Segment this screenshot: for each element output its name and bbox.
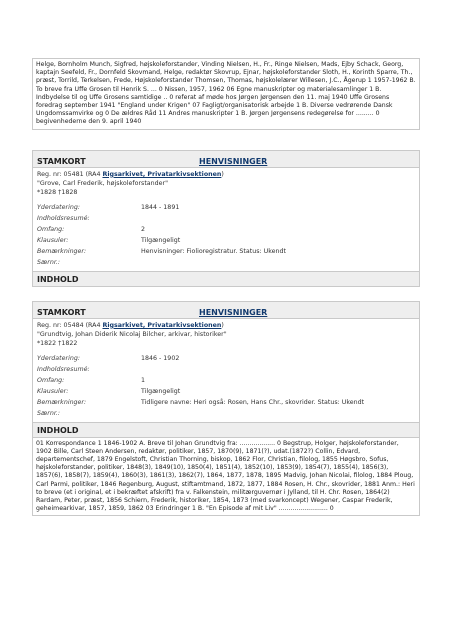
field-label: Omfang:: [37, 376, 65, 384]
indhold-content: [32, 438, 420, 517]
field-yderdatering: [37, 353, 419, 364]
field-value: Tilgængeligt: [141, 236, 181, 244]
field-value: [141, 213, 419, 224]
record-header: [32, 301, 420, 318]
record-card: [32, 301, 420, 517]
archive-link[interactable]: Rigsarkivet, Privatarkivsektionen: [102, 170, 222, 178]
record-dates: *1828 †1828: [37, 188, 78, 196]
reg-number-suffix: ): [221, 170, 224, 178]
field-label: Omfang:: [37, 225, 65, 233]
reg-number-suffix: ): [221, 321, 224, 329]
field-value: 1846 - 1902: [141, 354, 180, 362]
field-omfang: [37, 375, 419, 386]
field-label: Yderdatering:: [37, 203, 80, 211]
field-label: Særnr.:: [37, 258, 60, 266]
field-value: Tidligere navne: Heri også: Rosen, Hans Chr., skovrider. Status: Ukendt: [141, 398, 365, 406]
reg-number-text: Reg. nr: 05484 (RA4: [37, 321, 103, 329]
record-header: [32, 150, 420, 167]
field-value: [141, 364, 419, 375]
record-dates: *1822 †1822: [37, 339, 78, 347]
reg-number-text: Reg. nr: 05481 (RA4: [37, 170, 103, 178]
indhold-text: 01 Korrespondance 1 1846-1902 A. Breve til Johan Grundtvig fra: .................. 0 Begstrup, Holger, højskoleforstander, 1902 Bille, Carl Steen Andersen, redaktør, politiker, 1857, 1870(9), 1871(?), udat.(1872?) Collin, Edvard, departementschef, 1879 Engelstoft, Christian Thorning, biskop, 1862 Flor, Christian, filolog, 1855 Høgsbro, Sofus, højskoleforstander, politiker, 1848(3), 1849(10), 1850(4), 1851(4), 1852(10), 1853(9), 1854(7), 1855(4), 1856(3), 1857(6), 1858(7), 1859(4), 1860(3), 1861(3), 1862(7), 1864, 1877, 1878, 1895 Madvig, Johan Nicolai, filolog, 1884 Ploug, Carl Parmi, politiker, 1846 Regenburg, August, stiftamtmand, 1872, 1877, 1884 Rosen, H. Chr., skovrider, 1881 Anm.: Heri to breve (et i original, et i bekræftet afskrift) fra v. Falkenstein, militærguvernør i Jylland, til H. Chr. Rosen, 1864(2) Rardam, Peter, præst, 1856 Schiern, Frederik, historiker, 1854, 1873 (med svarkoncept) Wegener, Caspar Frederik, geheimearkivar, 1857, 1859, 1862 03 Erindringer 1 B. "En Episode af mit Liv" ......................... 0: [36, 439, 415, 513]
field-indholdsresume: [37, 364, 419, 375]
field-omfang: [37, 224, 419, 235]
field-label: Klausuler:: [37, 387, 69, 395]
reg-number: [37, 170, 419, 179]
record-card: [32, 150, 420, 287]
field-label: Yderdatering:: [37, 354, 80, 362]
content-summary-text: Helge, Bornholm Munch, Sigfred, højskoleforstander, Vinding Nielsen, H., Fr., Ringe Nielsen, Mads, Ejby Schack, Georg, kaptajn Seefeld, Fr., Dornfeld Skovmand, Helge, redaktør Skovrup, Ejnar, højskoleforstander Sloth, H., Korinth Sparre, Th., præst, Torrild, Terkelsen, Frede, Højskoleforstander Thomsen, Thomas, højskolelærer Willesen, J.C., Ågerup 1 1957-1962 B. To breve fra Uffe Grosen til Henrik S. ... 0 Nissen, 1957, 1962 06 Egne manuskripter og materialesamlinger 1 B. Indbydelse til og Uffe Grosens samtidige .. 0 referat af møde hos Jørgen Jørgensen den 11. maj 1940 Uffe Grosens foredrag september 1941 "England under Krigen" 07 Fagligt/organisatorisk arbejde 1 B. Diverse vedrørende Dansk Ungdomssamvirke og 0 De ældres Råd 11 Andres manuskripter 1 B. Jørgen Jørgensens redegørelse for ......... 0 begivenhederne den 9. april 1940: [36, 61, 416, 126]
record-body: [32, 318, 420, 423]
record-body: [32, 167, 420, 272]
field-value: [141, 408, 419, 419]
field-label: Særnr.:: [37, 409, 60, 417]
field-value: [141, 257, 419, 268]
field-value: Tilgængeligt: [141, 387, 181, 395]
field-label: Bemærkninger:: [37, 398, 87, 406]
field-yderdatering: [37, 202, 419, 213]
record-title: "Grundtvig, Johan Diderik Nicolaj Bilcher, arkivar, historiker": [37, 330, 227, 338]
field-bemaerkninger: [37, 397, 419, 408]
field-klausuler: [37, 386, 419, 397]
content-summary: [32, 58, 420, 130]
field-label: Indholdsresumé:: [37, 214, 90, 222]
archive-page: [32, 58, 420, 516]
stamkort-heading: STAMKORT: [37, 307, 86, 317]
field-saernr: [37, 257, 419, 268]
field-value: 2: [141, 225, 146, 233]
field-label: Klausuler:: [37, 236, 69, 244]
reg-number: [37, 321, 419, 330]
field-bemaerkninger: [37, 246, 419, 257]
field-label: Bemærkninger:: [37, 247, 87, 255]
stamkort-heading: STAMKORT: [37, 156, 86, 166]
field-value: 1844 - 1891: [141, 203, 180, 211]
indhold-heading: INDHOLD: [32, 423, 420, 438]
field-saernr: [37, 408, 419, 419]
henvisninger-tab[interactable]: HENVISNINGER: [199, 307, 268, 317]
field-klausuler: [37, 235, 419, 246]
field-value: 1: [141, 376, 146, 384]
henvisninger-tab[interactable]: HENVISNINGER: [199, 156, 268, 166]
field-value: Henvisninger: Fiolioregistratur. Status: Ukendt: [141, 247, 286, 255]
archive-link[interactable]: Rigsarkivet, Privatarkivsektionen: [102, 321, 222, 329]
indhold-heading: INDHOLD: [32, 272, 420, 287]
record-title: "Grove, Carl Frederik, højskoleforstander": [37, 179, 169, 187]
field-indholdsresume: [37, 213, 419, 224]
field-label: Indholdsresumé:: [37, 365, 90, 373]
